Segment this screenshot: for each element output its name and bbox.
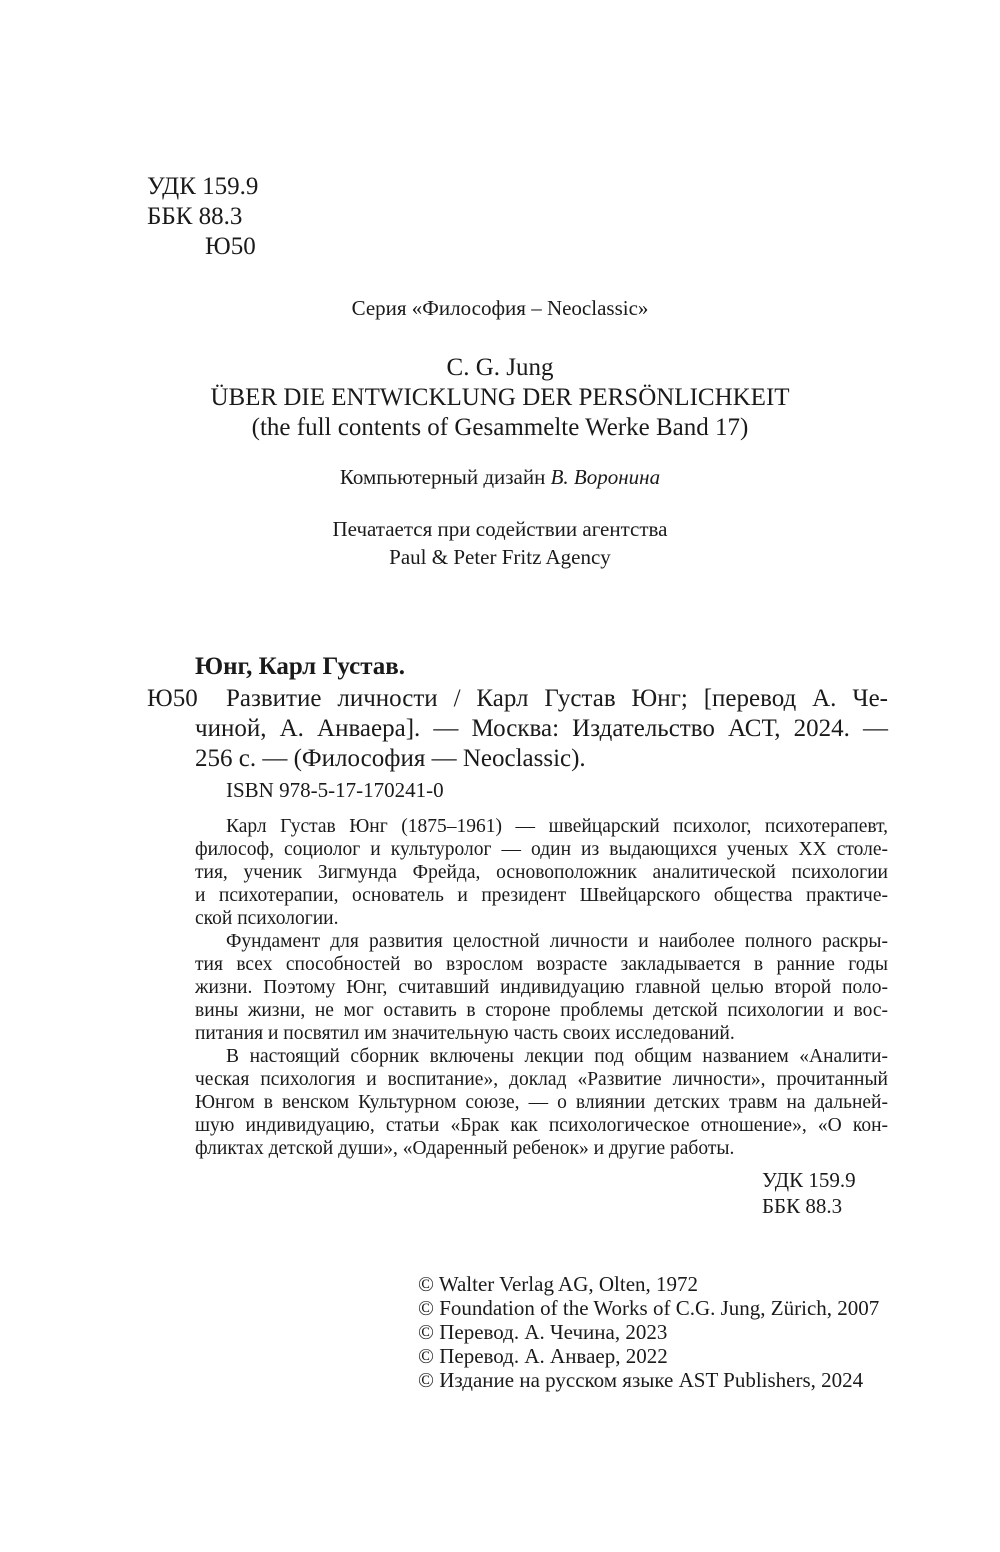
record-line: Развитие личности / Карл Густав Юнг; [перевод А. Че- <box>226 685 888 712</box>
udk-code: УДК 159.9 <box>147 173 259 200</box>
series-line: Серия «Философия – Neoclassic» <box>351 296 649 320</box>
copyright-line: © Перевод. А. Чечина, 2023 <box>418 1320 668 1344</box>
annotation-line: Карл Густав Юнг (1875–1961) — швейцарский психолог, психотерапевт, <box>226 816 888 837</box>
annotation-line: философ, социолог и культуролог — один из выдающихся ученых XX столе- <box>195 839 888 860</box>
annotation-line: ской психологии. <box>195 908 339 929</box>
design-label: Компьютерный дизайн <box>339 465 546 489</box>
bottom-udk: УДК 159.9 <box>762 1168 856 1192</box>
annotation-line: ческая психология и воспитание», доклад «Развитие личности», прочитанный <box>195 1069 888 1090</box>
designer-name: В. Воронина <box>550 465 661 489</box>
annotation-line: и психотерапии, основатель и президент Швейцарского общества практиче- <box>195 885 888 906</box>
annotation-line: Фундамент для развития целостной личности и наиболее полного раскры- <box>226 931 888 952</box>
record-sign: Ю50 <box>147 685 198 712</box>
isbn: ISBN 978-5-17-170241-0 <box>226 778 444 802</box>
annotation-line: тия, ученик Зигмунда Фрейда, основоположник аналитической психологии <box>195 862 888 883</box>
annotation-line: тия всех способностей во взрослом возрасте закладывается в ранние годы <box>195 954 888 975</box>
annotation-line: жизни. Поэтому Юнг, считавший индивидуацию главной целью второй поло- <box>195 977 888 998</box>
agency-line-2: Paul & Peter Fritz Agency <box>389 545 611 569</box>
annotation-line: питания и посвятил им значительную часть своих исследований. <box>195 1023 735 1044</box>
annotation-line: фликтах детской души», «Одаренный ребенок» и другие работы. <box>195 1138 735 1159</box>
bottom-bbk: ББК 88.3 <box>762 1194 843 1218</box>
annotation-line: Юнгом в венском Культурном союзе, — о влиянии детских травм на дальней- <box>195 1092 888 1113</box>
copyright-line: © Перевод. А. Анваер, 2022 <box>418 1344 668 1368</box>
annotation-line: вины жизни, не мог оставить в стороне проблемы детской психологии и вос- <box>195 1000 888 1021</box>
copyright-line: © Foundation of the Works of C.G. Jung, Zürich, 2007 <box>418 1296 880 1320</box>
author-sign: Ю50 <box>205 233 256 260</box>
annotation-line: В настоящий сборник включены лекции под общим названием «Аналити- <box>226 1046 888 1067</box>
agency-line-1: Печатается при содействии агентства <box>332 517 668 541</box>
original-title: ÜBER DIE ENTWICKLUNG DER PERSÖNLICHKEIT <box>210 384 790 411</box>
copyright-line: © Издание на русском языке AST Publishers, 2024 <box>418 1368 864 1392</box>
record-line: 256 с. — (Философия — Neoclassic). <box>195 745 586 772</box>
original-subtitle: (the full contents of Gesammelte Werke Band 17) <box>251 414 749 441</box>
copyright-line: © Walter Verlag AG, Olten, 1972 <box>418 1272 699 1296</box>
annotation-line: шую индивидуацию, статьи «Брак как психологическое отношение», «О кон- <box>195 1115 888 1136</box>
record-author-heading: Юнг, Карл Густав. <box>195 653 406 680</box>
design-credit <box>0 465 1000 490</box>
record-line: чиной, А. Анваера]. — Москва: Издательство АСТ, 2024. — <box>195 715 888 742</box>
bbk-code: ББК 88.3 <box>147 203 243 230</box>
original-author: C. G. Jung <box>446 354 554 381</box>
